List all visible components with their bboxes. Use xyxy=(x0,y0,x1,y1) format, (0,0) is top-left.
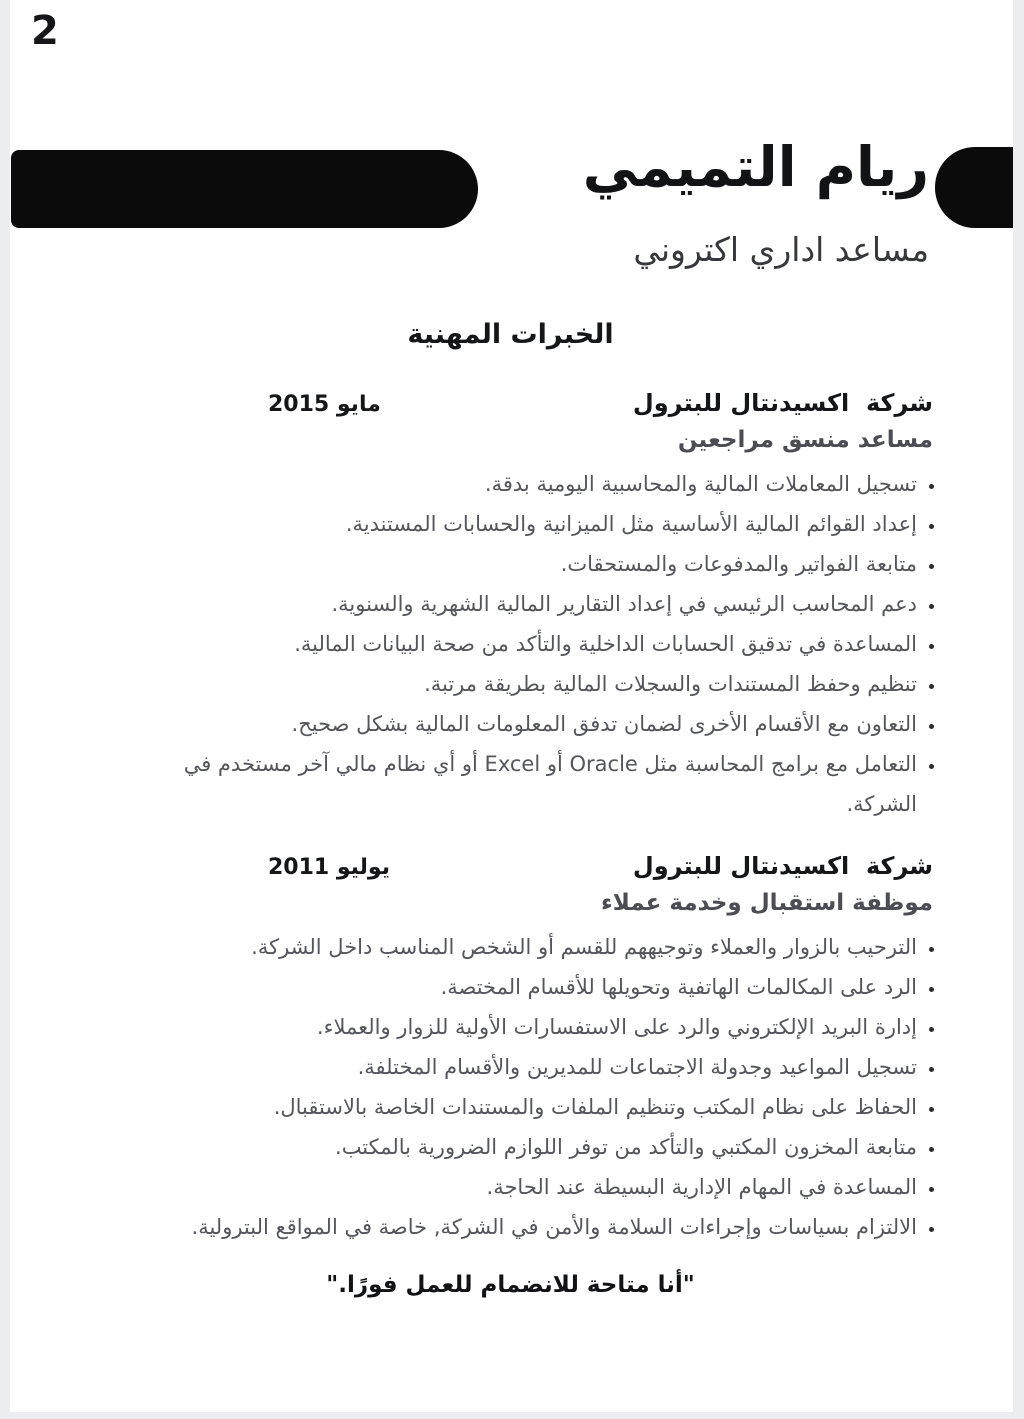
experience-entry-2 xyxy=(88,849,933,1247)
bullet-item: • الالتزام بسياسات وإجراءات السلامة والأمن في الشركة, خاصة في المواقع البترولية. xyxy=(137,1207,917,1247)
bullet-item: • تسجيل المواعيد وجدولة الاجتماعات للمديرين والأقسام المختلفة. xyxy=(137,1047,917,1087)
company-name: شركة اكسيدنتال للبترول xyxy=(632,852,933,880)
page-number: 2 xyxy=(31,8,59,54)
experience-bullet-list xyxy=(137,464,933,824)
header-left-bar-shape xyxy=(11,150,478,228)
section-title-professional-experience: الخبرات المهنية xyxy=(407,319,614,350)
experience-header xyxy=(88,849,933,885)
bullet-item: • الرد على المكالمات الهاتفية وتحويلها للأقسام المختصة. xyxy=(137,967,917,1007)
bullet-item: • متابعة المخزون المكتبي والتأكد من توفر اللوازم الضرورية بالمكتب. xyxy=(137,1127,917,1167)
experience-role-title: موظفة استقبال وخدمة عملاء xyxy=(601,890,933,916)
availability-quote: "أنا متاحة للانضمام للعمل فورًا." xyxy=(326,1272,695,1298)
resume-name: ريام التميمي xyxy=(582,135,929,199)
experience-date: يوليو 2011 xyxy=(268,855,390,880)
bullet-item: • إدارة البريد الإلكتروني والرد على الاستفسارات الأولية للزوار والعملاء. xyxy=(137,1007,917,1047)
resume-body xyxy=(88,316,933,1298)
bullet-item: • تسجيل المعاملات المالية والمحاسبية اليومية بدقة. xyxy=(137,464,917,504)
experience-date: مايو 2015 xyxy=(268,392,381,417)
company-name: شركة اكسيدنتال للبترول xyxy=(632,389,933,417)
bullet-item: • الحفاظ على نظام المكتب وتنظيم الملفات والمستندات الخاصة بالاستقبال. xyxy=(137,1087,917,1127)
header-right-cap-shape xyxy=(935,147,1013,228)
bullet-item: • متابعة الفواتير والمدفوعات والمستحقات. xyxy=(137,544,917,584)
experience-entry-1 xyxy=(88,386,933,824)
bullet-item: • التعاون مع الأقسام الأخرى لضمان تدفق المعلومات المالية بشكل صحيح. xyxy=(137,704,917,744)
resume-page xyxy=(10,0,1013,1412)
bullet-item: • دعم المحاسب الرئيسي في إعداد التقارير المالية الشهرية والسنوية. xyxy=(137,584,917,624)
bullet-item: • إعداد القوائم المالية الأساسية مثل الميزانية والحسابات المستندية. xyxy=(137,504,917,544)
bullet-item: • التعامل مع برامج المحاسبة مثل Oracle أو Excel أو أي نظام مالي آخر مستخدم في الشركة. xyxy=(137,744,917,824)
resume-job-subtitle: مساعد اداري اكتروني xyxy=(633,230,929,269)
bullet-item: • تنظيم وحفظ المستندات والسجلات المالية بطريقة مرتبة. xyxy=(137,664,917,704)
experience-role-title: مساعد منسق مراجعين xyxy=(677,427,933,453)
bullet-item: • المساعدة في تدقيق الحسابات الداخلية والتأكد من صحة البيانات المالية. xyxy=(137,624,917,664)
experience-bullet-list xyxy=(137,927,933,1247)
bullet-item: • المساعدة في المهام الإدارية البسيطة عند الحاجة. xyxy=(137,1167,917,1207)
experience-header xyxy=(88,386,933,422)
bullet-item: • الترحيب بالزوار والعملاء وتوجيههم للقسم أو الشخص المناسب داخل الشركة. xyxy=(137,927,917,967)
